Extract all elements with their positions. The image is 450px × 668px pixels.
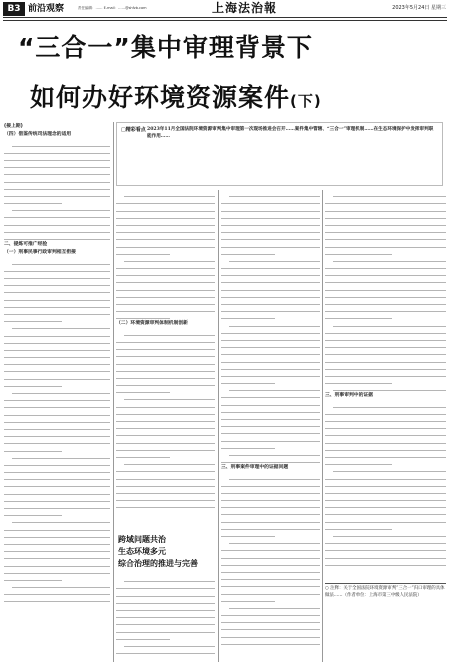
text-line	[325, 436, 446, 443]
text-line	[116, 429, 215, 436]
text-line	[325, 204, 446, 211]
text-line	[116, 226, 215, 233]
text-line	[221, 334, 320, 341]
text-line	[221, 283, 320, 290]
text-line	[4, 183, 110, 190]
text-line	[221, 197, 320, 204]
text-line	[12, 204, 110, 211]
text-line	[116, 422, 215, 429]
text-line	[116, 465, 215, 472]
body-text-block	[221, 472, 320, 645]
text-line	[325, 298, 446, 305]
text-line	[221, 587, 320, 594]
body-text-block	[116, 329, 215, 509]
text-line	[4, 168, 110, 175]
text-line	[221, 276, 320, 283]
text-line	[116, 305, 215, 312]
text-line	[4, 437, 110, 444]
text-line	[116, 582, 215, 589]
text-line	[221, 551, 320, 558]
text-line	[325, 494, 446, 501]
column-separator	[113, 122, 114, 662]
text-line	[116, 494, 215, 501]
text-line	[221, 501, 320, 508]
text-line	[325, 472, 446, 479]
text-line	[12, 387, 110, 394]
text-line	[325, 523, 392, 530]
header-rule	[3, 17, 447, 18]
text-line	[221, 398, 320, 405]
text-line	[4, 502, 110, 509]
text-line	[221, 616, 320, 623]
text-line	[4, 588, 110, 595]
text-line	[116, 604, 215, 611]
text-line	[4, 233, 110, 240]
text-line	[221, 630, 320, 637]
text-line	[333, 384, 446, 391]
text-line	[116, 487, 215, 494]
text-line	[4, 197, 62, 204]
text-line	[221, 291, 320, 298]
text-line	[221, 515, 320, 522]
text-line	[221, 312, 275, 319]
text-line	[221, 212, 320, 219]
text-line	[4, 444, 62, 451]
text-line	[4, 211, 110, 218]
subheading-criminal-evidence: 三、刑事审判中的证据	[325, 393, 373, 399]
body-text-block	[325, 400, 446, 565]
text-line	[333, 255, 446, 262]
text-line	[4, 344, 110, 351]
body-text-block	[116, 575, 215, 654]
text-line	[116, 240, 215, 247]
text-line	[221, 363, 320, 370]
text-line	[4, 416, 110, 423]
text-line	[325, 501, 446, 508]
text-line	[116, 365, 215, 372]
text-line	[325, 269, 446, 276]
text-line	[4, 301, 110, 308]
text-line	[4, 531, 110, 538]
text-line	[325, 408, 446, 415]
text-line	[4, 380, 62, 387]
text-line	[116, 472, 215, 479]
text-line	[325, 219, 446, 226]
subheading-experience: 二、提炼可推广经验	[4, 242, 48, 248]
body-text-block	[4, 139, 110, 240]
text-line	[4, 308, 110, 315]
text-line	[4, 495, 110, 502]
text-line	[325, 370, 446, 377]
masthead: 上海法治報	[212, 1, 278, 15]
text-line	[116, 618, 215, 625]
text-line	[4, 567, 110, 574]
text-line	[4, 286, 110, 293]
text-line	[116, 633, 170, 640]
text-line	[221, 327, 320, 334]
text-line	[221, 434, 320, 441]
text-line	[325, 283, 446, 290]
text-line	[4, 473, 110, 480]
text-line	[325, 262, 446, 269]
text-line	[221, 523, 320, 530]
text-line	[116, 597, 215, 604]
text-line	[116, 276, 215, 283]
article-column-3	[221, 190, 320, 662]
text-line	[12, 322, 110, 329]
headline-line-2-text: 如何办好环境资源案件	[30, 83, 291, 112]
text-line	[221, 456, 320, 463]
text-line	[221, 370, 320, 377]
highlights-box	[116, 122, 443, 186]
text-line	[116, 197, 215, 204]
text-line	[325, 363, 446, 370]
text-line	[124, 458, 215, 465]
section-name: 前沿观察	[28, 4, 65, 14]
text-line	[116, 501, 215, 508]
text-line	[4, 509, 62, 516]
text-line	[221, 573, 320, 580]
text-line	[4, 430, 110, 437]
text-line	[4, 559, 110, 566]
text-line	[4, 545, 110, 552]
text-line	[116, 611, 215, 618]
text-line	[221, 623, 320, 630]
text-line	[124, 190, 215, 197]
pull-quote-line-1: 跨域问题共治	[118, 535, 166, 544]
text-line	[325, 312, 392, 319]
text-line	[325, 212, 446, 219]
text-line	[325, 551, 446, 558]
text-line	[4, 265, 110, 272]
text-line	[116, 204, 215, 211]
text-line	[229, 449, 320, 456]
text-line	[4, 218, 110, 225]
text-line	[12, 452, 110, 459]
text-line	[12, 139, 110, 146]
text-line	[325, 487, 446, 494]
text-line	[116, 386, 170, 393]
text-line	[325, 559, 446, 566]
text-line	[325, 197, 446, 204]
text-line	[124, 393, 215, 400]
column-separator	[322, 190, 323, 662]
text-line	[221, 530, 275, 537]
dateline: 2023年5月24日 星期三	[392, 5, 446, 11]
text-line	[221, 233, 320, 240]
text-line	[221, 269, 320, 276]
text-line	[4, 487, 110, 494]
text-line	[4, 337, 110, 344]
text-line	[221, 226, 320, 233]
text-line	[229, 602, 320, 609]
highlights-text: 2023年11月全国法院环境资源审判集中审理第一次现场推进会召开……案件集中管辖、“三合一”审理机制……在生态环境保护中发挥审判职能作用……	[147, 127, 434, 140]
text-line	[221, 377, 275, 384]
text-line	[4, 466, 110, 473]
text-line	[4, 161, 110, 168]
text-line	[325, 305, 446, 312]
text-line	[325, 537, 446, 544]
article-column-2-bottom	[116, 575, 215, 663]
text-line	[116, 444, 215, 451]
text-line	[4, 408, 110, 415]
text-line	[4, 358, 110, 365]
subheading-traditional-law: （四）借鉴传统司法理念的适用	[4, 132, 72, 138]
headline-line-1: “三合一”集中审理背景下	[18, 33, 313, 62]
text-line	[325, 422, 446, 429]
text-line	[4, 394, 110, 401]
text-line	[116, 212, 215, 219]
text-line	[221, 341, 320, 348]
body-text-block	[4, 257, 110, 602]
subheading-evidence: 三、刑事案件审理中的证据问题	[221, 465, 289, 471]
text-line	[221, 559, 320, 566]
text-line	[124, 640, 215, 647]
text-line	[325, 240, 446, 247]
text-line	[221, 595, 275, 602]
text-line	[325, 444, 446, 451]
text-line	[325, 327, 446, 334]
text-line	[116, 291, 215, 298]
text-line	[116, 262, 215, 269]
page-badge: B3	[3, 2, 25, 16]
text-line	[116, 480, 215, 487]
text-line	[4, 272, 110, 279]
text-line	[221, 406, 320, 413]
text-line	[116, 312, 170, 319]
text-line	[4, 175, 110, 182]
body-text-block	[325, 190, 446, 391]
text-line	[116, 379, 215, 386]
text-line	[116, 415, 215, 422]
pull-quote	[118, 534, 218, 570]
text-line	[4, 279, 110, 286]
text-line	[4, 595, 110, 602]
body-text-block	[116, 190, 215, 319]
text-line	[325, 451, 446, 458]
text-line	[333, 530, 446, 537]
text-line	[325, 291, 446, 298]
text-line	[221, 248, 275, 255]
text-line	[116, 400, 215, 407]
text-line	[4, 523, 110, 530]
text-line	[4, 538, 110, 545]
text-line	[4, 459, 110, 466]
article-column-2	[116, 190, 215, 530]
article-column-4	[325, 190, 446, 578]
text-line	[221, 355, 320, 362]
text-line	[221, 219, 320, 226]
text-line	[221, 487, 320, 494]
text-line	[229, 472, 320, 479]
subheading-criminal-civil-admin: （一）刑事民事行政审判相互衔接	[4, 250, 76, 256]
text-line	[221, 544, 320, 551]
text-line	[221, 566, 320, 573]
pull-quote-line-2: 生态环境多元	[118, 547, 166, 556]
text-line	[116, 336, 215, 343]
text-line	[116, 436, 215, 443]
text-line	[116, 408, 215, 415]
text-line	[221, 348, 320, 355]
text-line	[116, 357, 215, 364]
text-line	[4, 401, 110, 408]
text-line	[229, 384, 320, 391]
text-line	[221, 609, 320, 616]
text-line	[221, 413, 320, 420]
text-line	[4, 315, 62, 322]
text-line	[4, 480, 110, 487]
text-line	[12, 257, 110, 264]
text-line	[229, 537, 320, 544]
text-line	[325, 233, 446, 240]
text-line	[12, 516, 110, 523]
text-line	[221, 262, 320, 269]
text-line	[229, 190, 320, 197]
article-column-1	[4, 122, 110, 662]
column-separator	[218, 190, 219, 662]
text-line	[116, 451, 170, 458]
text-line	[116, 248, 170, 255]
text-line	[325, 341, 446, 348]
text-line	[221, 480, 320, 487]
text-line	[325, 429, 446, 436]
body-text-block	[221, 190, 320, 463]
text-line	[4, 329, 110, 336]
text-line	[4, 372, 110, 379]
text-line	[333, 190, 446, 197]
text-line	[325, 415, 446, 422]
headline-part-marker: (下)	[290, 92, 322, 110]
text-line	[4, 293, 110, 300]
highlights-label: □精彩看点	[121, 127, 146, 133]
text-line	[221, 298, 320, 305]
headline-line-2	[30, 83, 322, 116]
text-line	[116, 283, 215, 290]
text-line	[4, 190, 110, 197]
note-rule	[325, 583, 446, 584]
text-line	[221, 204, 320, 211]
text-line	[325, 480, 446, 487]
text-line	[116, 233, 215, 240]
text-line	[124, 329, 215, 336]
pull-quote-line-3: 综合治理的推进与完善	[118, 559, 198, 568]
text-line	[325, 334, 446, 341]
text-line	[325, 544, 446, 551]
text-line	[325, 355, 446, 362]
text-line	[4, 351, 110, 358]
text-line	[221, 508, 320, 515]
text-line	[116, 625, 215, 632]
text-line	[333, 319, 446, 326]
text-line	[4, 154, 110, 161]
text-line	[116, 298, 215, 305]
text-line	[333, 465, 446, 472]
author-note	[325, 583, 446, 661]
text-line	[333, 400, 446, 407]
editor-credits: 责任编辑：…… E-mail：……@shfzb.com	[78, 6, 147, 10]
text-line	[4, 423, 110, 430]
text-line	[221, 442, 275, 449]
text-line	[116, 589, 215, 596]
text-line	[221, 494, 320, 501]
text-line	[116, 372, 215, 379]
text-line	[221, 638, 320, 645]
text-line	[325, 226, 446, 233]
text-line	[325, 508, 446, 515]
note-text: ○ 注释：关于全国法院环境资源审判“三合一”归口审理的具体做法……（作者单位：上海市第三中级人民法院）	[325, 586, 445, 598]
text-line	[325, 377, 392, 384]
text-line	[4, 574, 62, 581]
text-line	[221, 580, 320, 587]
text-line	[124, 255, 215, 262]
text-line	[12, 581, 110, 588]
text-line	[4, 226, 110, 233]
text-line	[221, 427, 320, 434]
text-line	[124, 575, 215, 582]
text-line	[221, 240, 320, 247]
text-line	[116, 350, 215, 357]
text-line	[116, 219, 215, 226]
text-line	[4, 552, 110, 559]
text-line	[229, 319, 320, 326]
text-line	[4, 365, 110, 372]
text-line	[325, 458, 392, 465]
text-line	[116, 343, 215, 350]
text-line	[325, 276, 446, 283]
text-line	[221, 305, 320, 312]
text-line	[221, 391, 320, 398]
text-line	[229, 255, 320, 262]
text-line	[325, 248, 392, 255]
text-line	[325, 348, 446, 355]
text-line	[221, 420, 320, 427]
subheading-mechanism: （二）环境资源审判体制机制创新	[116, 321, 188, 327]
text-line	[116, 647, 215, 654]
continued-marker: (接上期)	[4, 124, 23, 129]
text-line	[116, 269, 215, 276]
text-line	[4, 147, 110, 154]
text-line	[325, 515, 446, 522]
